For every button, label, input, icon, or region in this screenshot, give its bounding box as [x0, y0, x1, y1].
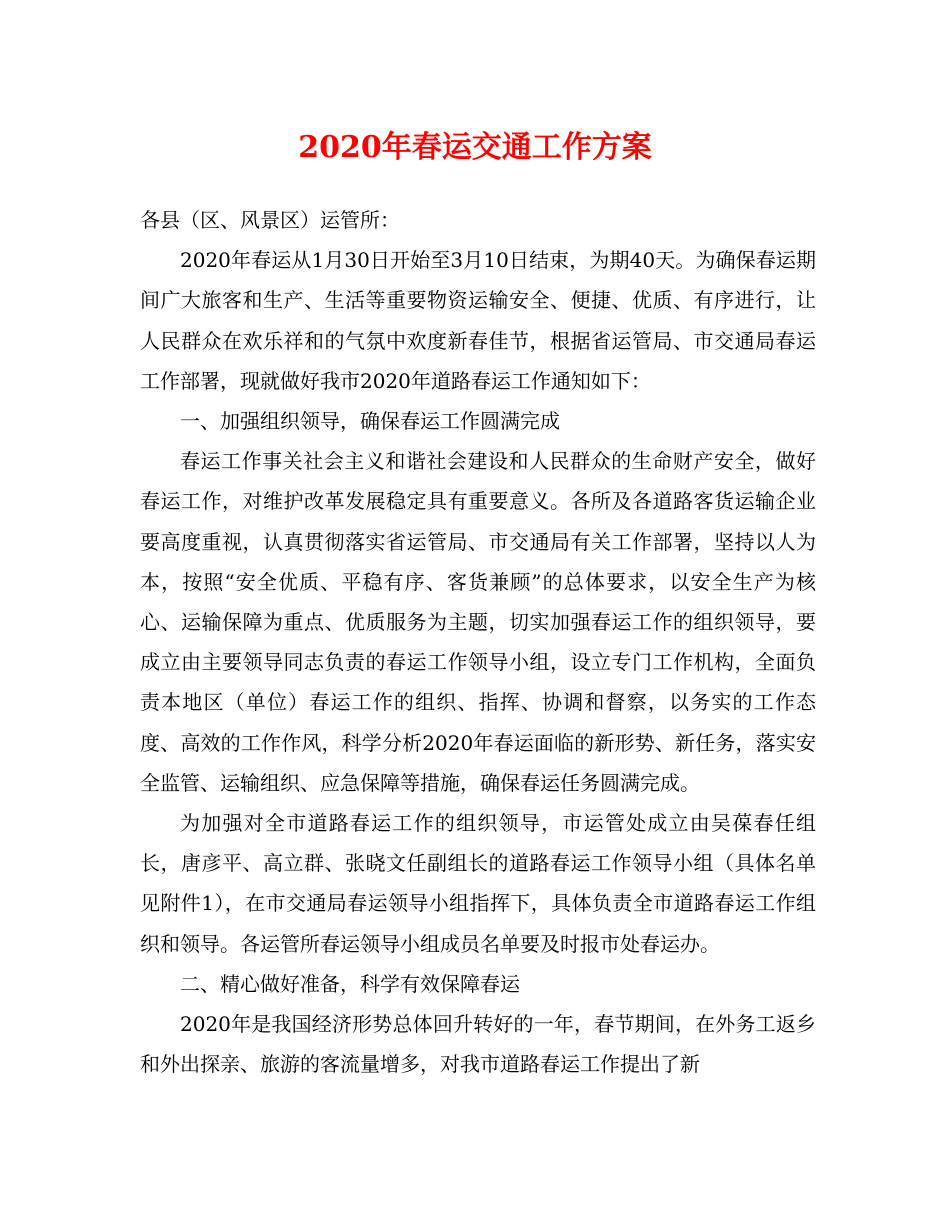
paragraph-section-1-body: 春运工作事关社会主义和谐社会建设和人民群众的生命财产安全，做好春运工作，对维护改革发展稳定具有重要意义。各所及各道路客货运输企业要高度重视，认真贯彻落实省运管局、市交通局有关工作部署，坚持以人为本，按照“安全优质、平稳有序、客货兼顾”的总体要求，以安全生产为核心、运输保障为重点、优质服务为主题，切实加强春运工作的组织领导，要成立由主要领导同志负责的春运工作领导小组，设立专门工作机构，全面负责本地区（单位）春运工作的组织、指挥、协调和督察，以务实的工作态度、高效的工作作风，科学分析2020年春运面临的新形势、新任务，落实安全监管、运输组织、应急保障等措施，确保春运任务圆满完成。	[140, 449, 816, 795]
paragraph-intro: 2020年春运从1月30日开始至3月10日结束，为期40天。为确保春运期间广大旅客和生产、生活等重要物资运输安全、便捷、优质、有序进行，让人民群众在欢乐祥和的气氛中欢度新春佳节，根据省运管局、市交通局春运工作部署，现就做好我市2020年道路春运工作通知如下：	[140, 248, 816, 393]
salutation: 各县（区、风景区）运管所：	[140, 208, 400, 232]
section-heading-2: 二、精心做好准备，科学有效保障春运	[180, 971, 520, 996]
section-heading-1: 一、加强组织领导，确保春运工作圆满完成	[180, 409, 560, 434]
paragraph-section-2-body: 2020年是我国经济形势总体回升转好的一年，春节期间，在外务工返乡和外出探亲、旅游的客流量增多，对我市道路春运工作提出了新	[140, 1012, 816, 1077]
document-title: 2020年春运交通工作方案	[298, 130, 652, 165]
paragraph-leadership-group: 为加强对全市道路春运工作的组织领导，市运管处成立由吴葆春任组长，唐彦平、高立群、张晓文任副组长的道路春运工作领导小组（具体名单见附件1），在市交通局春运领导小组指挥下，具体负责全市道路春运工作组织和领导。各运管所春运领导小组成员名单要及时报市处春运办。	[140, 811, 816, 956]
document-body	[140, 200, 816, 1084]
